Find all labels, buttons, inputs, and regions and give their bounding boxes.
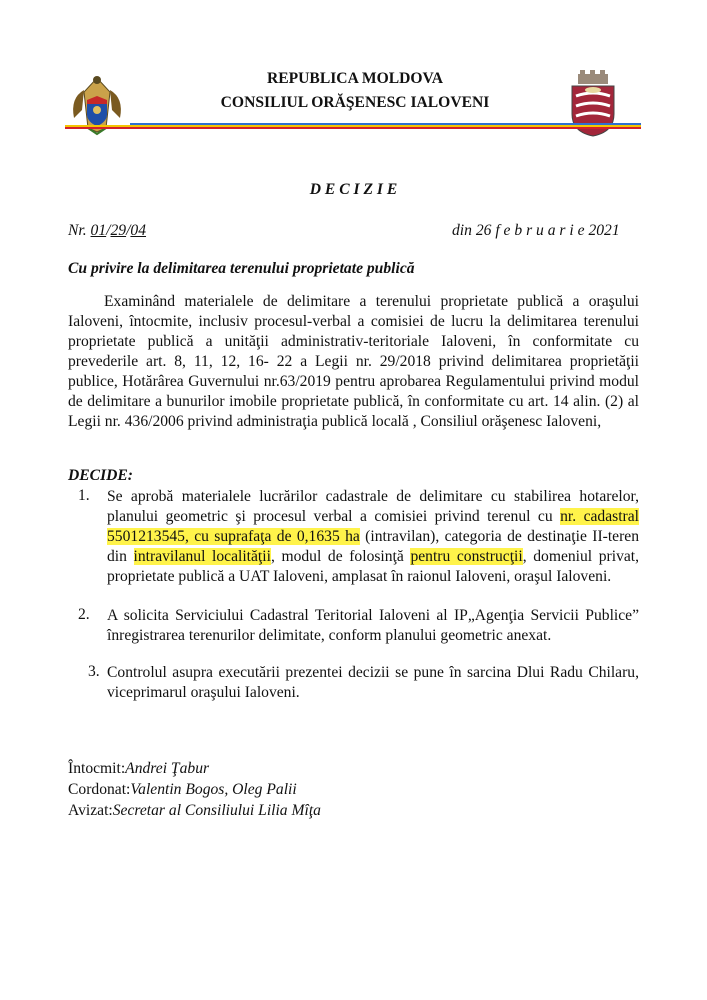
item-number: 2.: [78, 606, 90, 623]
decision-subject: Cu privire la delimitarea terenului proprietate publică: [68, 260, 415, 277]
signature-value: Andrei Ţabur: [125, 760, 210, 777]
item-text: A solicita Serviciului Cadastral Teritorial Ialoveni al IP„Agenţia Servicii Publice” înregistrarea terenurilor delimitate, conform planului geometric anexat.: [107, 607, 639, 644]
decision-item-3: [88, 663, 639, 703]
highlight-intravilan: intravilanul localităţii: [133, 548, 271, 565]
number-part-3: 04: [130, 222, 147, 239]
item-text-part: Se aprobă materialele lucrărilor cadastrale de delimitare cu stabilirea hotarelor, planului geometric şi procesul verbal a comisiei privind terenul cu: [107, 488, 639, 525]
number-part-1: 01: [90, 222, 107, 239]
signature-line: [68, 758, 321, 779]
item-text: [107, 487, 639, 587]
header-country: REPUBLICA MOLDOVA: [266, 70, 444, 87]
signature-label: Întocmit:: [68, 760, 126, 777]
signature-label: Cordonat:: [68, 781, 131, 798]
item-text-part: (intravilan), categoria de destinaţie II-teren din: [107, 528, 639, 565]
header-flag-stripes: [65, 123, 641, 129]
header-council: CONSILIUL ORĂŞENESC IALOVENI: [220, 94, 490, 111]
decide-label: DECIDE:: [68, 467, 133, 484]
number-part-2: 29: [110, 222, 127, 239]
decision-item-2: [78, 606, 639, 646]
item-number: 1.: [78, 487, 90, 504]
highlight-cadastral-number: nr. cadastral 5501213545, cu suprafaţa de 0,1635 ha: [107, 508, 639, 545]
signature-line: [68, 800, 321, 821]
signature-value: Valentin Bogos, Oleg Palii: [130, 781, 297, 798]
stripe-red: [65, 127, 641, 129]
item-text: Controlul asupra executării prezentei decizii se pune în sarcina Dlui Radu Chilaru, viceprimarul oraşului Ialoveni.: [107, 664, 639, 701]
number-prefix: Nr.: [68, 222, 87, 239]
signature-value: Secretar al Consiliului Lilia Mîţa: [112, 802, 321, 819]
signature-label: Avizat:: [68, 802, 113, 819]
document-title: D E C I Z I E: [309, 181, 398, 198]
item-number: 3.: [88, 663, 100, 680]
signature-line: [68, 779, 321, 800]
decision-item-1: [78, 487, 639, 587]
decision-number: Nr. 01/29/04: [68, 222, 147, 239]
highlight-use-mode: pentru construcţii: [410, 548, 523, 565]
item-text-part: , modul de folosinţă: [270, 548, 411, 565]
item-text-part: , domeniul privat, proprietate publică a UAT Ialoveni, amplasat în raionul Ialoveni, oraşul Ialoveni.: [107, 548, 640, 585]
decision-date: din 26 f e b r u a r i e 2021: [452, 222, 620, 239]
signatures-block: [68, 758, 321, 821]
preamble-paragraph: Examinând materialele de delimitare a terenului proprietate publică a oraşului Ialoveni, întocmite, inclusiv procesul-verbal a comisiei de lucru la delimitarea terenului proprietate publică a unităţii administrativ-teritoriale Ialoveni, în conformitate cu prevederile art. 8, 11, 12, 16- 22 a Legii nr. 29/2018 privind delimitarea proprietăţii publice, Hotărârea Guvernului nr.63/2019 pentru aprobarea Regulamentului privind modul de delimitare a bunurilor imobile proprietate publică, în conformitate cu art. 14 alin. (2) al Legii nr. 436/2006 privind administraţia publică locală , Consiliul orăşenesc Ialoveni,: [68, 293, 639, 430]
